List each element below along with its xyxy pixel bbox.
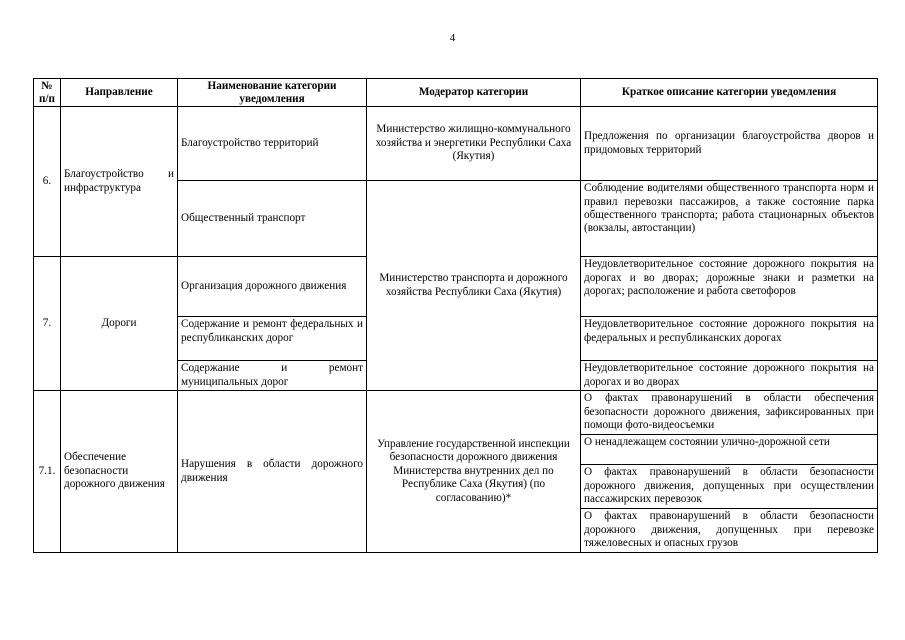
description-cell: Неудовлетворительное состояние дорожного покрытия на дорогах и во дворах; дорожные знаки и разметки на дорогах; расположение и работа светофоров: [581, 257, 878, 317]
category-cell: Общественный транспорт: [178, 181, 367, 257]
table-header-row: [34, 79, 878, 107]
moderator-cell: Управление государственной инспекции безопасности дорожного движения Министерства внутренних дел по Республике Саха (Якутия) (по согласованию)*: [367, 391, 581, 553]
row-number: 6.: [34, 107, 61, 257]
description-cell: О фактах правонарушений в области обеспечения безопасности дорожного движения, зафиксированных при помощи фото-видеосъемки: [581, 391, 878, 435]
header-category: Наименование категории уведомления: [178, 79, 367, 107]
category-cell: Нарушения в области дорожного движения: [178, 391, 367, 553]
description-cell: Соблюдение водителями общественного транспорта норм и правил перевозки пассажиров, а также состояние парка общественного транспорта; работа стационарных объектов (вокзалы, автостанции): [581, 181, 878, 257]
description-cell: Предложения по организации благоустройства дворов и придомовых территорий: [581, 107, 878, 181]
direction-cell: Благоустройство и инфраструктура: [61, 107, 178, 257]
row-number: 7.: [34, 257, 61, 391]
header-direction: Направление: [61, 79, 178, 107]
header-num: № п/п: [34, 79, 61, 107]
category-cell: Организация дорожного движения: [178, 257, 367, 317]
row-number: 7.1.: [34, 391, 61, 553]
description-cell: Неудовлетворительное состояние дорожного покрытия на федеральных и республиканских дорогах: [581, 317, 878, 361]
category-cell: Благоустройство территорий: [178, 107, 367, 181]
direction-cell: Дороги: [61, 257, 178, 391]
page-number: 4: [449, 32, 456, 44]
description-cell: О ненадлежащем состоянии улично-дорожной сети: [581, 435, 878, 465]
header-description: Краткое описание категории уведомления: [581, 79, 878, 107]
notification-categories-table: [33, 78, 878, 553]
description-cell: О фактах правонарушений в области безопасности дорожного движения, допущенных при перевозке тяжеловесных и опасных грузов: [581, 509, 878, 553]
category-cell: Содержание и ремонт муниципальных дорог: [178, 361, 367, 391]
table-row: [34, 391, 878, 435]
direction-cell: Обеспечение безопасности дорожного движения: [61, 391, 178, 553]
category-cell: Содержание и ремонт федеральных и республиканских дорог: [178, 317, 367, 361]
moderator-cell: Министерство транспорта и дорожного хозяйства Республики Саха (Якутия): [367, 181, 581, 391]
description-cell: О фактах правонарушений в области безопасности дорожного движения, допущенных при осуществлении пассажирских перевозок: [581, 465, 878, 509]
moderator-cell: Министерство жилищно-коммунального хозяйства и энергетики Республики Саха (Якутия): [367, 107, 581, 181]
table-row: [34, 107, 878, 181]
description-cell: Неудовлетворительное состояние дорожного покрытия на дорогах и во дворах: [581, 361, 878, 391]
header-moderator: Модератор категории: [367, 79, 581, 107]
